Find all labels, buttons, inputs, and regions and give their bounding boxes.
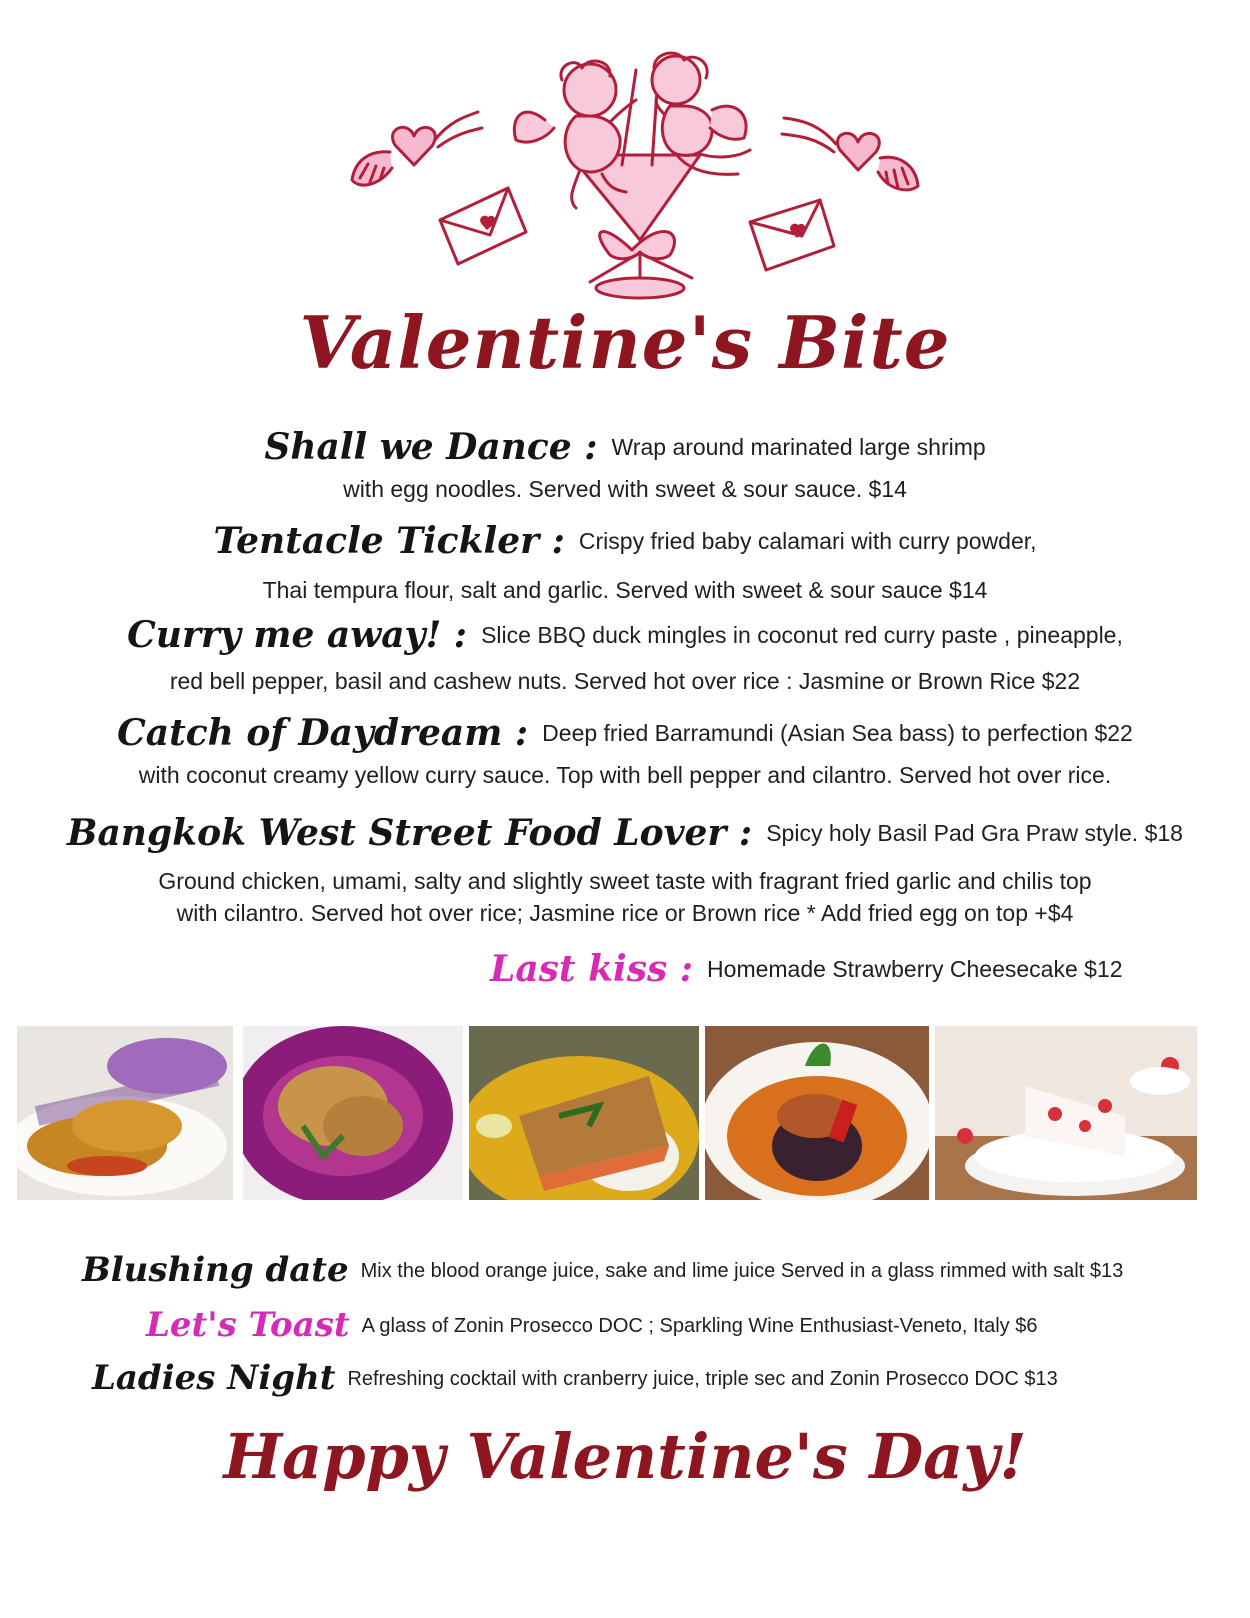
envelope-right-icon (750, 200, 834, 270)
strawberry-cheesecake-photo (935, 1026, 1197, 1200)
item-description: Wrap around marinated large shrimp (611, 434, 986, 460)
envelope-left-icon (440, 188, 526, 264)
item-name: Bangkok West Street Food Lover : (67, 812, 753, 854)
menu-item-tentacle-tickler (0, 520, 1250, 562)
item-description-line: with egg noodles. Served with sweet & sour sauce. $14 (343, 476, 907, 502)
drink-name: Let's Toast (146, 1305, 350, 1345)
drink-description: A glass of Zonin Prosecco DOC ; Sparkling Wine Enthusiast-Veneto, Italy $6 (361, 1315, 1038, 1337)
item-description-line: with cilantro. Served hot over rice; Jasmine rice or Brown rice * Add fried egg on top +$4 (176, 900, 1074, 926)
cupid-cocktail-illustration (340, 50, 940, 310)
item-description: Homemade Strawberry Cheesecake $12 (707, 956, 1123, 982)
calamari-photo (243, 1026, 463, 1200)
drink-name: Blushing date (82, 1250, 349, 1290)
item-description-line: Ground chicken, umami, salty and slightly sweet taste with fragrant fried garlic and chilis top (158, 868, 1092, 894)
item-name: Curry me away! : (127, 614, 468, 656)
winged-heart-right-icon (782, 118, 918, 190)
drink-lets-toast (146, 1305, 1250, 1345)
drink-ladies-night (92, 1358, 1250, 1398)
item-description-line: Thai tempura flour, salt and garlic. Served with sweet & sour sauce $14 (262, 577, 988, 603)
item-name: Catch of Daydream : (117, 712, 529, 754)
item-description: Spicy holy Basil Pad Gra Praw style. $18 (766, 820, 1183, 846)
drink-blushing-date (82, 1250, 1250, 1290)
item-description-line: with coconut creamy yellow curry sauce. Top with bell pepper and cilantro. Served hot over rice. (138, 762, 1112, 788)
barramundi-photo (469, 1026, 699, 1200)
footer-greeting: Happy Valentine's Day! (223, 1420, 1027, 1493)
food-photo-strip (17, 1026, 1197, 1200)
menu-item-shall-we-dance (0, 426, 1250, 468)
menu-item-bangkok-west-street-food-lover (0, 812, 1250, 854)
menu-title: Valentine's Bite (299, 300, 951, 385)
menu-item-catch-of-daydream (0, 712, 1250, 754)
drink-description: Refreshing cocktail with cranberry juice, triple sec and Zonin Prosecco DOC $13 (347, 1368, 1058, 1390)
menu-item-curry-me-away (0, 614, 1250, 656)
item-description: Slice BBQ duck mingles in coconut red curry paste , pineapple, (481, 622, 1123, 648)
drink-name: Ladies Night (92, 1358, 336, 1398)
drink-description: Mix the blood orange juice, sake and lime juice Served in a glass rimmed with salt $13 (360, 1260, 1124, 1282)
item-name: Shall we Dance : (264, 426, 598, 468)
item-description-line: red bell pepper, basil and cashew nuts. Served hot over rice : Jasmine or Brown Rice $22 (169, 668, 1081, 694)
winged-heart-left-icon (352, 112, 482, 185)
item-description: Crispy fried baby calamari with curry powder, (578, 528, 1037, 554)
item-name: Last kiss : (490, 948, 694, 990)
menu-item-last-kiss (490, 948, 1230, 990)
shrimp-noodle-photo (17, 1026, 233, 1200)
item-description: Deep fried Barramundi (Asian Sea bass) to perfection $22 (542, 720, 1133, 746)
item-name: Tentacle Tickler : (213, 520, 565, 562)
red-curry-duck-photo (705, 1026, 929, 1200)
